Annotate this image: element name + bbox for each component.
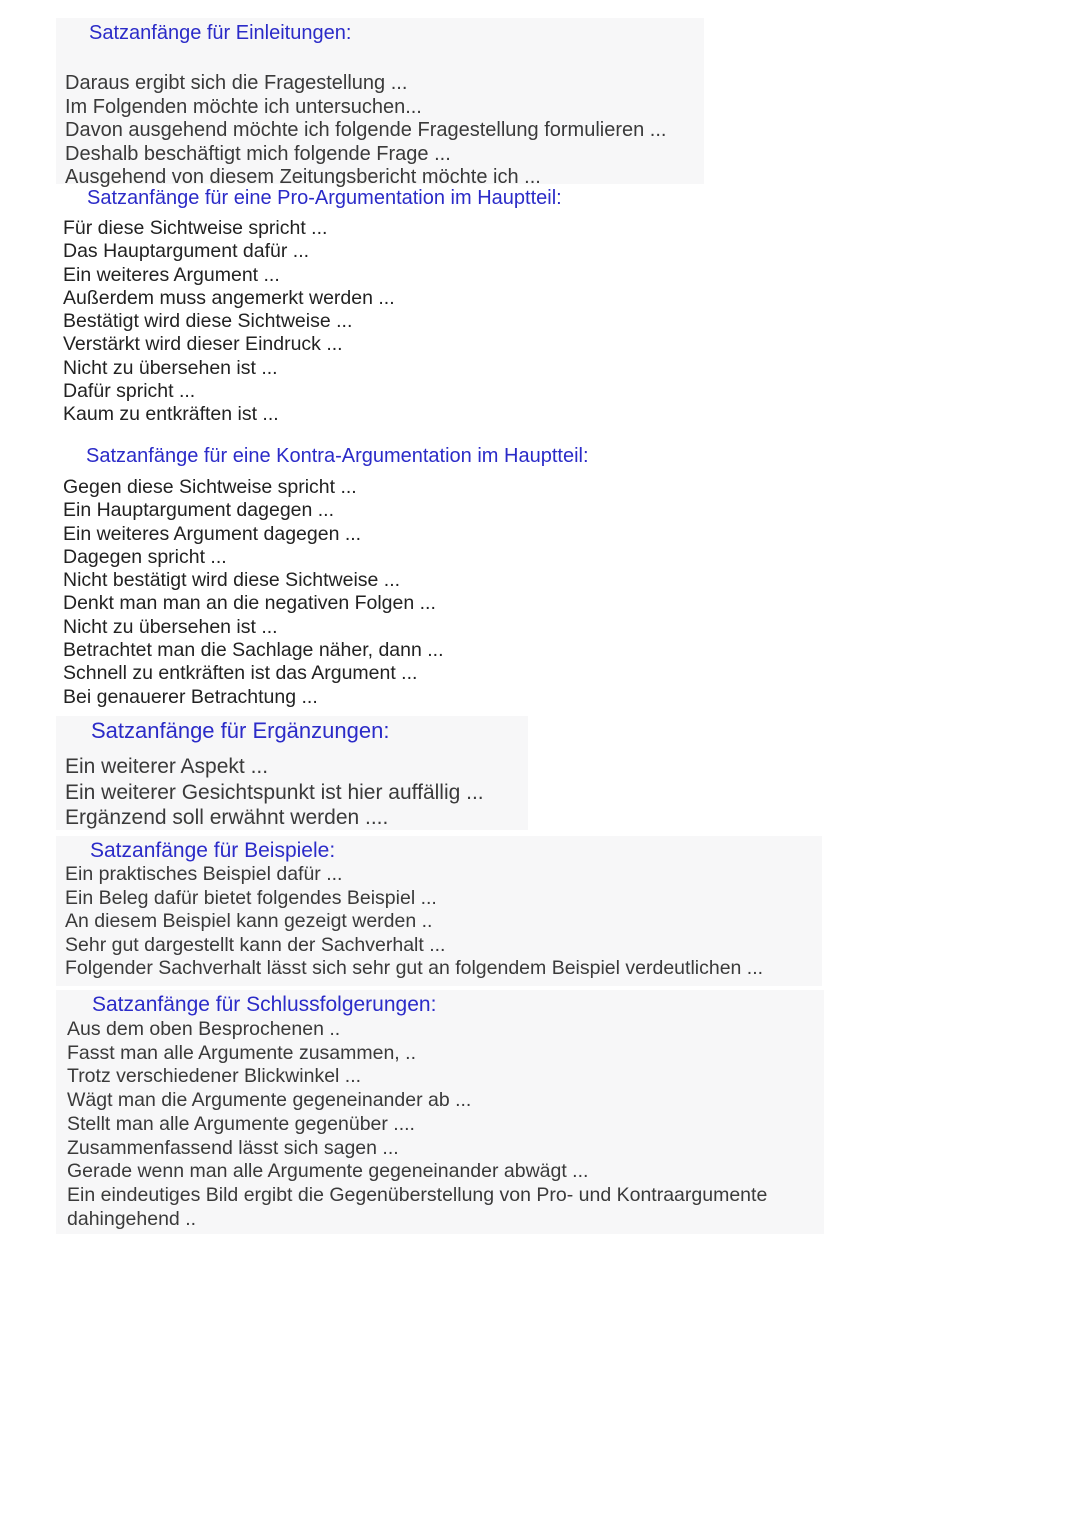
phrase-line: Ausgehend von diesem Zeitungsbericht möchte ich ... [65, 166, 541, 189]
phrase-line: Deshalb beschäftigt mich folgende Frage ... [65, 142, 451, 165]
phrase-line: Ein weiteres Argument ... [63, 263, 280, 286]
phrase-line: Betrachtet man die Sachlage näher, dann ... [63, 639, 444, 662]
section-kontra-argumentation [56, 440, 596, 714]
phrase-list [65, 863, 763, 981]
phrase-line: Ein Beleg dafür bietet folgendes Beispiel ... [65, 886, 437, 909]
phrase-line: Nicht bestätigt wird diese Sichtweise ... [63, 569, 401, 592]
phrase-line: Dafür spricht ... [63, 380, 196, 403]
phrase-line: Bestätigt wird diese Sichtweise ... [63, 310, 353, 333]
phrase-line: Fasst man alle Argumente zusammen, .. [67, 1041, 416, 1064]
phrase-line: Davon ausgehend möchte ich folgende Fragestellung formulieren ... [65, 119, 667, 142]
phrase-line: Folgender Sachverhalt lässt sich sehr gut an folgendem Beispiel verdeutlichen ... [65, 957, 764, 980]
phrase-line: Stellt man alle Argumente gegenüber .... [67, 1112, 415, 1135]
phrase-line: Schnell zu entkräften ist das Argument ... [63, 662, 418, 685]
section-beispiele [56, 836, 822, 986]
phrase-line: Ein weiterer Gesichtspunkt ist hier auffällig ... [65, 780, 484, 804]
section-heading: Satzanfänge für Einleitungen: [89, 22, 352, 44]
section-heading: Satzanfänge für Schlussfolgerungen: [92, 993, 437, 1016]
phrase-line: Denkt man man an die negativen Folgen ... [63, 592, 436, 615]
phrase-line: Gegen diese Sichtweise spricht ... [63, 476, 357, 498]
section-heading: Satzanfänge für eine Pro-Argumentation im Hauptteil: [87, 187, 562, 209]
phrase-line: Trotz verschiedener Blickwinkel ... [67, 1065, 362, 1088]
phrase-line: Verstärkt wird dieser Eindruck ... [63, 333, 343, 356]
phrase-line: Ein Hauptargument dagegen ... [63, 499, 335, 522]
phrase-line: Ergänzend soll erwähnt werden .... [65, 806, 389, 829]
phrase-list [63, 217, 395, 427]
phrase-line: Für diese Sichtweise spricht ... [63, 217, 328, 239]
phrase-line: Kaum zu entkräften ist ... [63, 403, 279, 426]
section-pro-argumentation [56, 184, 562, 430]
section-ergaenzungen [56, 716, 528, 830]
phrase-list [65, 754, 484, 831]
phrase-line: Gerade wenn man alle Argumente gegeneinander abwägt ... [67, 1160, 589, 1183]
phrase-line: Dagegen spricht ... [63, 545, 227, 568]
phrase-line: Aus dem oben Besprochenen .. [67, 1018, 341, 1040]
phrase-line: Im Folgenden möchte ich untersuchen... [65, 95, 422, 118]
phrase-line: dahingehend .. [67, 1207, 197, 1230]
section-einleitungen [56, 18, 704, 189]
section-heading: Satzanfänge für Beispiele: [90, 839, 336, 862]
phrase-line: Nicht zu übersehen ist ... [63, 356, 278, 379]
phrase-line: An diesem Beispiel kann gezeigt werden .. [65, 910, 433, 933]
phrase-list [63, 476, 444, 709]
section-heading: Satzanfänge für Ergänzungen: [91, 718, 390, 743]
section-schlussfolgerungen [56, 990, 824, 1234]
phrase-line: Zusammenfassend lässt sich sagen ... [67, 1136, 399, 1159]
phrase-line: Wägt man die Argumente gegeneinander ab ... [67, 1089, 472, 1112]
phrase-list [65, 72, 666, 190]
phrase-line: Sehr gut dargestellt kann der Sachverhalt ... [65, 933, 446, 956]
phrase-line: Außerdem muss angemerkt werden ... [63, 286, 395, 309]
phrase-line: Bei genauerer Betrachtung ... [63, 685, 318, 708]
phrase-line: Ein eindeutiges Bild ergibt die Gegenüberstellung von Pro- und Kontraargumente [67, 1183, 768, 1206]
phrase-list [67, 1018, 767, 1231]
phrase-line: Das Hauptargument dafür ... [63, 240, 310, 263]
phrase-line: Ein praktisches Beispiel dafür ... [65, 863, 343, 885]
phrase-line: Ein weiteres Argument dagegen ... [63, 522, 362, 545]
phrase-line: Daraus ergibt sich die Fragestellung ... [65, 72, 408, 94]
phrase-line: Nicht zu übersehen ist ... [63, 615, 278, 638]
section-heading: Satzanfänge für eine Kontra-Argumentation im Hauptteil: [86, 445, 589, 467]
phrase-line: Ein weiterer Aspekt ... [65, 755, 269, 778]
